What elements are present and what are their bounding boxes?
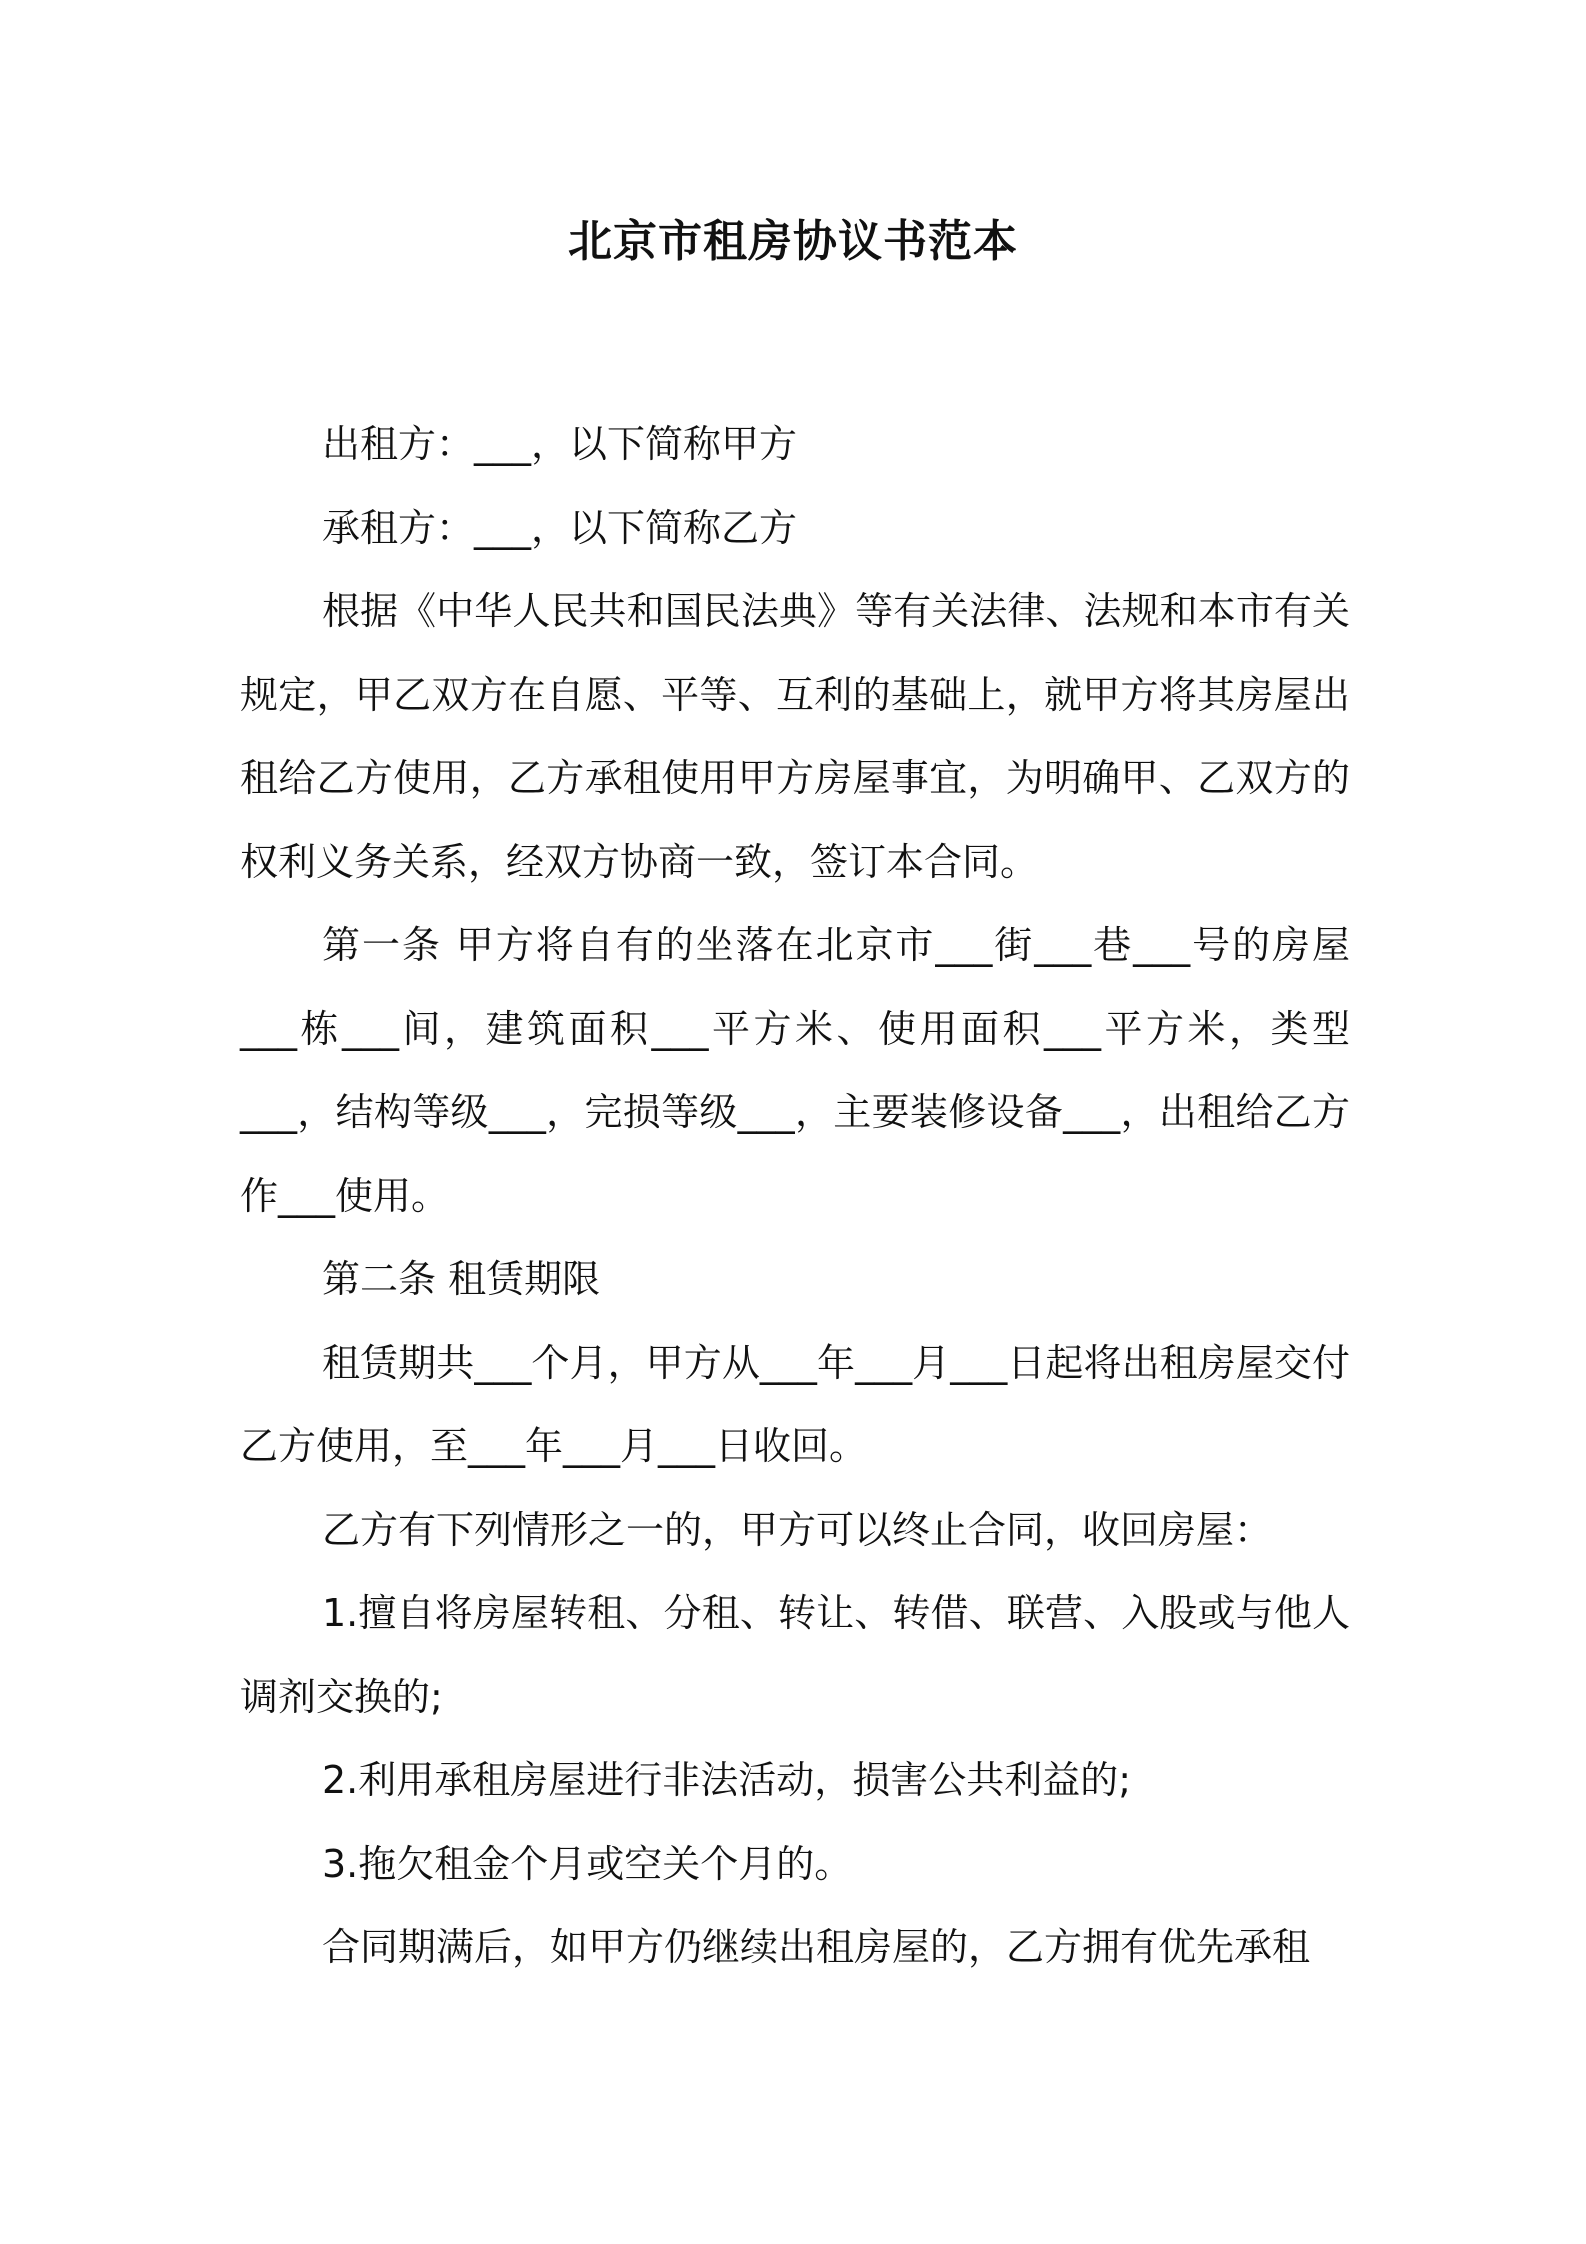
lessee-line: 承租方：___，以下简称乙方 — [322, 505, 798, 550]
termination-conditions-intro: 乙方有下列情形之一的，甲方可以终止合同，收回房屋： — [322, 1507, 1273, 1552]
lessor-line: 出租方：___，以下简称甲方 — [322, 422, 798, 466]
article-two-heading: 第二条 租赁期限 — [322, 1257, 601, 1301]
termination-condition-3: 3.拖欠租金个月或空关个月的。 — [322, 1841, 853, 1886]
document-body — [240, 403, 1350, 1990]
termination-condition-1: 1.擅自将房屋转租、分租、转让、转借、联营、入股或与他人调剂交换的; — [240, 1591, 1350, 1719]
document-title: 北京市租房协议书范本 — [568, 216, 1018, 267]
article-one-paragraph: 第一条 甲方将自有的坐落在北京市___街___巷___号的房屋___栋___间，建筑面积___平方米、使用面积___平方米，类型___，结构等级___，完损等级___，主要装修设备___，出租给乙方作___使用。 — [240, 923, 1350, 1218]
renewal-paragraph: 合同期满后，如甲方仍继续出租房屋的，乙方拥有优先承租 — [322, 1925, 1311, 1969]
lease-term-paragraph: 租赁期共___个月，甲方从___年___月___日起将出租房屋交付乙方使用，至___年___月___日收回。 — [240, 1340, 1350, 1468]
preamble-paragraph: 根据《中华人民共和国民法典》等有关法律、法规和本市有关规定，甲乙双方在自愿、平等、互利的基础上，就甲方将其房屋出租给乙方使用，乙方承租使用甲方房屋事宜，为明确甲、乙双方的权利义务关系，经双方协商一致，签订本合同。 — [240, 589, 1350, 884]
termination-condition-2: 2.利用承租房屋进行非法活动，损害公共利益的; — [322, 1758, 1132, 1802]
